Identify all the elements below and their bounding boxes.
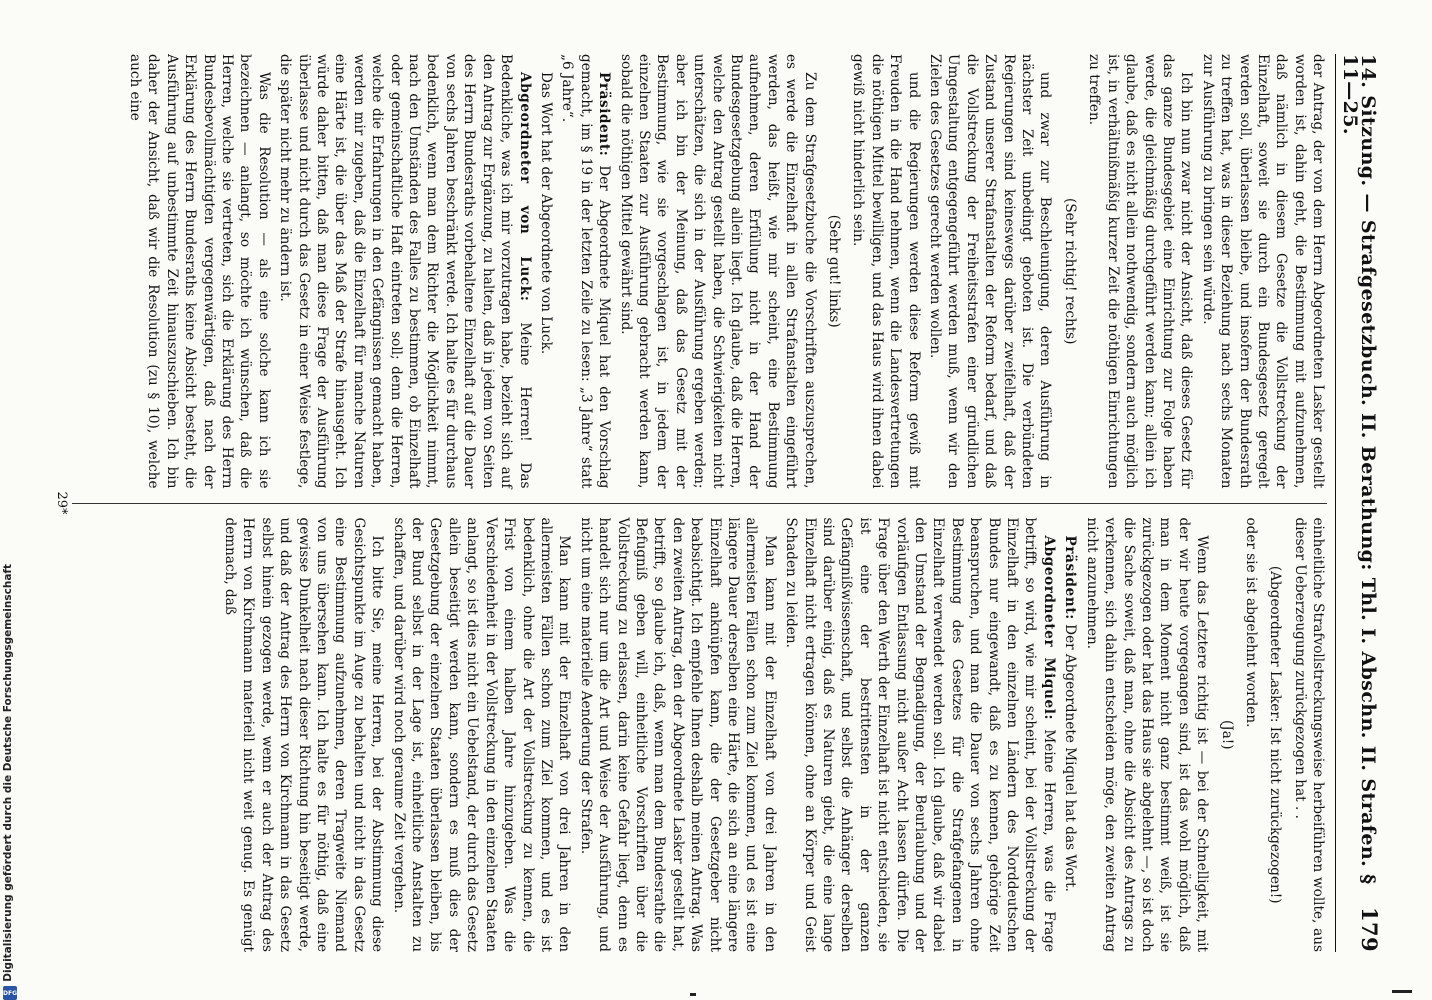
text-columns xyxy=(72,54,1327,952)
speech-text: Der Abgeordnete Miquel hat den Vorschlag gemacht, im § 19 in der letzten Zeile zu lesen: „3 Jahre“ statt „6 Jahre“. xyxy=(559,54,613,489)
speech-text: Meine Herren! Das Bedenkliche, was ich mir vorzutragen habe, bezieht sich auf den Antrag zur Ergänzung, zu halten, daß in jedem von Seiten des Herrn Bundesraths vorbehaltene Einzelhaft auf die Dauer von sechs Jahren beschränkt werde. Ich halte es für durchaus bedenklich, wenn man dem Richter die Möglichkeit nimmt, nach den Umständen des Falles zu bestimmen, ob Einzelhaft oder gemeinschaftliche Haft eintreten soll; denn die Herren, welche die Erfahrungen in den Gefängnissen gemacht haben, werden mir zugeben, daß die Einzelhaft für manche Naturen eine Härte ist, die über das Maß der Strafe hinausgeht. Ich würde daher bitten, daß man diese Frage der Ausführung überlasse und nicht durch das Gesetz in einer Weise festlege, die später nicht mehr zu ändern ist. xyxy=(277,54,533,489)
text-paragraph: Das Wort hat der Abgeordnete von Luck. xyxy=(537,72,554,355)
speaker-name: Abgeordneter von Luck: xyxy=(516,72,533,302)
text-paragraph: einheitliche Strafvollstreckungsweise herbeiführen wollte, aus dieser Ueberzeugung zurückgezogen hat . . xyxy=(1291,517,1327,952)
digitization-credit: Digitalisierung gefördert durch die Deutsche Forschungsgemeinschaft xyxy=(2,564,14,982)
speech-text: Der Abgeordnete Miquel hat das Wort. xyxy=(1062,624,1079,892)
speaker-name: Abgeordneter Miquel: xyxy=(1040,535,1057,721)
text-paragraph: Ich bin nun zwar nicht der Ansicht, daß dieses Gesetz für das ganze Bundesgebiet eine Einrichtung zur Folge haben werde, die gleichmäßig durchgeführt werden kann; allein ich glaube, daß es nicht allein nothwendig, sondern auch möglich ist, in verhältnißmäßig kurzer Zeit die nöthigen Einrichtungen zu treffen. xyxy=(1086,54,1195,489)
speech-paragraph xyxy=(558,54,613,489)
scan-artifact xyxy=(1392,990,1412,993)
text-paragraph: oder sie ist abgelehnt worden. xyxy=(1242,517,1259,728)
interjection: (Sehr richtig! rechts) xyxy=(1061,198,1078,345)
text-paragraph: Zu dem Strafgesetzbuche die Vorschriften auszusprechen, es werde die Einzelhaft in allen Strafanstalten eingeführt werden, das heißt, wie mir scheint, eine Bestimmung aufnehmen, deren Erfüllung nicht in der Hand der Bundesgesetzgebung allein liegt. Ich glaube, daß die Herren, welche den Antrag gestellt haben, die Schwierigkeiten nicht unterschätzen, die sich in der Ausführung ergeben werden; aber ich bin der Meinung, daß das Gesetz mit der Bestimmung, wie sie vorgeschlagen ist, in jedem der einzelnen Staaten zur Ausführung gebracht werden kann, sobald die nöthigen Mittel gewährt sind. xyxy=(617,54,818,489)
right-column xyxy=(72,504,1327,953)
speaker-name: Präsident: xyxy=(1062,535,1079,620)
text-paragraph: der Antrag, der von dem Herrn Abgeordneten Lasker gestellt worden ist, dahin geht, die Bestimmung mit aufzunehmen, daß nämlich in diesem Gesetze die Vollstreckung der Einzelhaft, soweit sie durch ein Bundesgesetz geregelt werden soll, überlassen bleibe, und insofern der Bundesrath zu treffen hat, was in dieser Beziehung nach sechs Monaten zur Ausführung zu bringen sein würde. xyxy=(1199,54,1327,489)
text-paragraph: und die Regierungen werden diese Reform gewiß mit Freuden in die Hand nehmen, wenn die Landesvertretungen die nöthigen Mittel bewilligen, und das Haus wird ihnen dabei gewiß nicht hinderlich sein. xyxy=(850,54,922,489)
dfg-logo-icon: DFG xyxy=(3,986,17,1000)
text-paragraph: Ich bitte Sie, meine Herren, bei der Abstimmung diese Gesichtspunkte im Auge zu behalten und nicht in das Gesetz eine Bestimmung aufzunehmen, deren Tragweite Niemand von uns übersehen kann. Ich halte es für nöthig, daß eine gewisse Dunkelheit nach dieser Richtung hin beseitigt werde, und daß der Antrag des Herrn von Kirchmann in das Gesetz selbst hinein gezogen werde, wenn er auch der Antrag des Herrn von Kirchmann materiell nicht weit genug. Es genügt demnach, daß xyxy=(222,517,386,952)
text-paragraph: Man kann mit der Einzelhaft von drei Jahren in den allermeisten Fällen schon zum Ziel kommen, und es ist eine längere Dauer derselben eine Härte, die sich an eine längere Einzelhaft anknüpfen kann, die der Gesetzgeber nicht beabsichtigt. Ich empfehle Ihnen deshalb meinen Antrag. Was den zweiten Antrag, den der Abgeordnete Lasker gestellt hat, betrifft, so glaube ich, daß, wenn man dem Bundesrathe die Befugniß geben will, einheitliche Vorschriften über die Vollstreckung zu erlassen, darin keine Gefahr liegt, denn es handelt sich nur um die Art und Weise der Ausführung, und nicht um eine materielle Aenderung der Strafen. xyxy=(577,517,778,952)
interjection: (Sehr gut! links) xyxy=(826,214,843,328)
running-head-title: 14. Sitzung. — Strafgesetzbuch. II. Berathung: Thl. I. Abschn. II. Strafen. § 11—25. xyxy=(1338,54,1379,885)
sheet-signature: 29* xyxy=(54,491,70,515)
interjection: (Ja!) xyxy=(1218,719,1235,750)
text-paragraph: Man kann mit der Einzelhaft von drei Jahren in den allermeisten Fällen schon zum Ziel kommen, und es ist bedenklich, ohne die Art der Vollstreckung zu kennen, die Frist von einem halben Jahre hinzugeben. Was die Verschiedenheit in der Vollstreckung in den einzelnen Staaten anlangt, so ist dies nicht ein Uebelstand, der durch das Gesetz allein beseitigt werden kann, sondern es muß dies der Gesetzgebung der einzelnen Staaten überlassen bleiben, bis der Bund selbst in der Lage ist, einheitliche Anstalten zu schaffen, und darüber wird noch geraume Zeit vergehen. xyxy=(390,517,573,952)
text-paragraph: Was die Resolution — als eine solche kann ich sie bezeichnen — anlangt, so möchte ich wünschen, daß die Herren, welche sie vertreten, sich die Erklärung des Herrn Bundesbevollmächtigten vergegenwärtigen, daß nach der Erklärung des Herrn Bundesraths keine Absicht besteht, die Ausführung auf unbestimmte Zeit hinauszuschieben. Ich bin daher der Ansicht, daß wir die Resolution (zu § 10), welche auch eine xyxy=(127,54,272,489)
running-head xyxy=(1335,54,1382,952)
text-paragraph: und zwar zur Beschleunigung, deren Ausführung in nächster Zeit unbedingt geboten ist. Die verbündeten Regierungen sind keineswegs darüber zweifelhaft, daß der Zustand unserer Strafanstalten der Reform bedarf, und daß die Vollstreckung der Freiheitsstrafen einer gründlichen Umgestaltung entgegengeführt werden muß, wenn wir den Zielen des Gesetzes gerecht werden wollen. xyxy=(927,54,1054,489)
rotated-page-sheet xyxy=(36,20,1396,980)
speech-paragraph xyxy=(276,54,534,489)
speech-paragraph xyxy=(1061,518,1079,953)
digitization-footer xyxy=(2,564,20,1000)
speech-text: Meine Herren, was die Frage betrifft, so wird, wie mir scheint, bei der Vollstreckung der Einzelhaft in den einzelnen Ländern des Norddeutschen Bundes nur eingewandt, daß es zu kennen, gehörige Zeit beanspruchen, und man die Dauer von sechs Jahren ohne Bestimmung des Gesetzes für die Strafgefangenen in Einzelhaft verwendet werden soll. Ich glaube, daß wir dabei den Umstand der Begnadigung, der Beurlaubung und der vorläufigen Entlassung nicht außer Acht lassen dürfen. Die Frage über den Werth der Einzelhaft ist nicht entschieden, sie ist eine der bestrittensten in der ganzen Gefängnißwissenschaft, und selbst die Anhänger derselben sind darüber einig, daß es Naturen giebt, die eine lange Einzelhaft nicht ertragen können, ohne an Körper und Geist Schaden zu leiden. xyxy=(783,517,1057,952)
speaker-name: Präsident: xyxy=(596,72,613,157)
left-column xyxy=(72,54,1327,504)
page-number: 179 xyxy=(1357,906,1382,952)
scan-artifact xyxy=(690,993,696,996)
speech-paragraph xyxy=(782,518,1058,953)
interjection: (Abgeordneter Lasker: Ist nicht zurückgezogen!) xyxy=(1267,565,1284,904)
text-paragraph: Wenn das Letztere richtig ist — bei der Schnelligkeit, mit der wir heute vorgegangen sind, ist das wohl möglich, daß man in dem Moment nicht ganz bestimmt weiß, ist sie zurückgezogen oder hat das Haus sie abgelehnt —, so ist doch die Sache soweit, daß man, ohne die Absicht des Antrags zu verkennen, sich dahin entscheiden möge, den zweiten Antrag nicht anzunehmen. xyxy=(1083,517,1211,952)
